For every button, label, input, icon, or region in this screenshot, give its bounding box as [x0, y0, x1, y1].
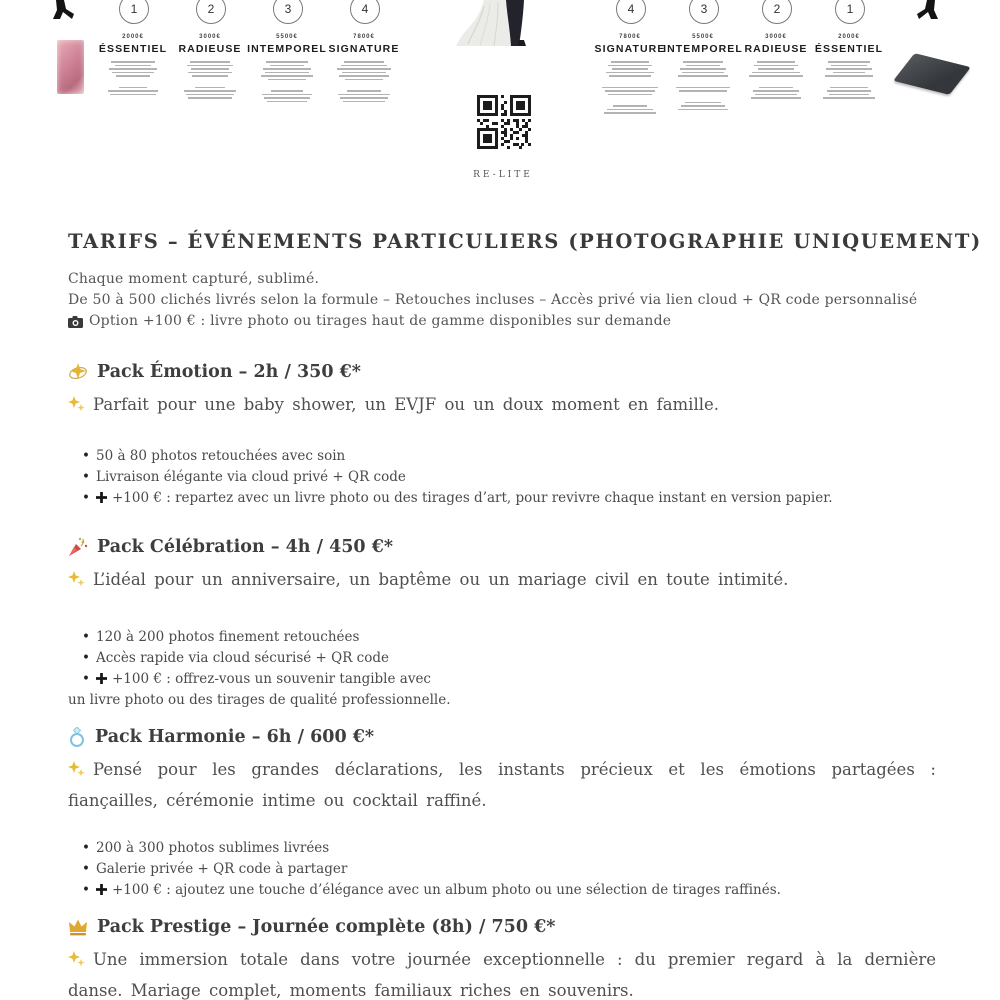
step-circle — [689, 0, 719, 24]
pack-title: Pack Prestige – Journée complète (8h) / 750 €* — [97, 917, 556, 937]
pack-celebration-description — [68, 564, 936, 595]
ring-icon — [68, 727, 86, 747]
page-title: TARIFS – ÉVÉNEMENTS PARTICULIERS (PHOTOGRAPHIE UNIQUEMENT) — [68, 230, 982, 253]
photo-album-tablet — [893, 53, 971, 95]
qr-code — [477, 95, 531, 149]
package-price: 7800€ — [353, 34, 375, 40]
package-name: SIGNATURE — [328, 43, 400, 55]
package-name: RADIEUSE — [178, 43, 242, 55]
step-number: 2 — [773, 2, 781, 16]
pack-description: L’idéal pour un anniversaire, un baptême ou un mariage civil en toute intimité. — [93, 570, 789, 589]
bullet-item — [68, 446, 936, 467]
bullet-text: Livraison élégante via cloud privé + QR code — [96, 469, 406, 485]
crown-icon — [68, 918, 88, 936]
bullet-dot: • — [82, 650, 90, 666]
pack-emotion-title-row — [68, 362, 936, 382]
wedding-packages-banner — [0, 0, 1000, 210]
bullet-text: 50 à 80 photos retouchées avec soin — [96, 448, 346, 464]
bullet-item — [68, 838, 936, 859]
option-line: Option +100 € : livre photo ou tirages haut de gamme disponibles sur demande — [89, 313, 672, 329]
bullet-item — [68, 669, 936, 690]
step-number: 3 — [700, 2, 708, 16]
package-name: SIGNATURE — [594, 43, 666, 55]
step-circle — [762, 0, 792, 24]
pack-celebration-bullets — [68, 627, 936, 711]
plus-icon — [96, 492, 107, 503]
pack-description: Parfait pour une baby shower, un EVJF ou un doux moment en famille. — [93, 395, 720, 414]
pack-harmonie-bullets — [68, 838, 936, 901]
package-price: 5500€ — [692, 34, 714, 40]
step-number: 4 — [361, 2, 369, 16]
walking-person-icon — [912, 0, 942, 20]
step-circle — [119, 0, 149, 24]
tarifs-section — [68, 230, 982, 1000]
pack-description: Pensé pour les grandes déclarations, les instants précieux et les émotions partagées : fiançailles, cérémonie intime ou cocktail raffiné. — [68, 760, 936, 810]
bullet-item — [68, 880, 936, 901]
plus-icon — [96, 884, 107, 895]
package-price: 3000€ — [765, 34, 787, 40]
bullet-dot: • — [82, 490, 90, 506]
dizzy-star-icon — [68, 362, 88, 382]
bullet-dot: • — [82, 840, 90, 856]
bullet-item — [68, 627, 936, 648]
bullet-text: +100 € : offrez-vous un souvenir tangible avec — [112, 671, 431, 687]
package-name: INTEMPOREL — [663, 43, 743, 55]
pack-title: Pack Célébration – 4h / 450 €* — [97, 537, 394, 557]
pack-emotion-bullets — [68, 446, 936, 509]
bullet-item — [68, 467, 936, 488]
step-circle — [835, 0, 865, 24]
bullet-item — [68, 648, 936, 669]
step-circle — [616, 0, 646, 24]
bullet-item — [68, 859, 936, 880]
romantic-photo-thumbnail — [57, 40, 84, 94]
step-circle — [273, 0, 303, 24]
bullet-text: +100 € : ajoutez une touche d’élégance avec un album photo ou une sélection de tirages raffinés. — [112, 882, 781, 898]
bullet-dot: • — [82, 469, 90, 485]
bullet-text: +100 € : repartez avec un livre photo ou des tirages d’art, pour revivre chaque instant en version papier. — [112, 490, 833, 506]
pack-harmonie-description — [68, 754, 936, 816]
bullet-text: 120 à 200 photos finement retouchées — [96, 629, 360, 645]
tagline: Chaque moment capturé, sublimé. — [68, 271, 320, 287]
step-number: 2 — [207, 2, 215, 16]
bullet-dot: • — [82, 882, 90, 898]
brand-name: RE-LITE — [473, 170, 533, 180]
package-name: ÉSSENTIEL — [814, 43, 884, 55]
step-number: 1 — [846, 2, 854, 16]
package-price: 2000€ — [838, 34, 860, 40]
pack-celebration-title-row — [68, 537, 936, 557]
bullet-text: Accès rapide via cloud sécurisé + QR code — [96, 650, 389, 666]
bullet-dot: • — [82, 448, 90, 464]
sparkles-icon — [68, 571, 85, 588]
sparkles-icon — [68, 951, 85, 968]
bullet-text: Galerie privée + QR code à partager — [96, 861, 348, 877]
pack-title: Pack Harmonie – 6h / 600 €* — [95, 727, 375, 747]
step-circle — [350, 0, 380, 24]
package-name: ÉSSENTIEL — [98, 43, 168, 55]
sparkles-icon — [68, 761, 85, 778]
delivery-line: De 50 à 500 clichés livrés selon la formule – Retouches incluses – Accès privé via lien cloud + QR code personnalisé — [68, 292, 918, 308]
package-price: 2000€ — [122, 34, 144, 40]
bullet-item — [68, 488, 936, 509]
package-price: 7800€ — [619, 34, 641, 40]
pack-harmonie-title-row — [68, 727, 936, 747]
pack-emotion-description — [68, 389, 936, 420]
bullet-continuation: un livre photo ou des tirages de qualité professionnelle. — [68, 692, 451, 708]
package-column-signature — [319, 34, 409, 104]
party-popper-icon — [68, 537, 88, 557]
bullet-dot: • — [82, 861, 90, 877]
package-details-placeholder — [804, 61, 894, 99]
package-price: 5500€ — [276, 34, 298, 40]
step-number: 3 — [284, 2, 292, 16]
intro-paragraph — [68, 269, 936, 332]
step-number: 1 — [130, 2, 138, 16]
wedding-couple-image — [448, 0, 554, 46]
package-price: 3000€ — [199, 34, 221, 40]
pack-title: Pack Émotion – 2h / 350 €* — [97, 362, 361, 382]
pack-prestige-title-row — [68, 917, 936, 937]
pack-description: Une immersion totale dans votre journée exceptionnelle : du premier regard à la dernière danse. Mariage complet, moments familiaux riches en souvenirs. — [68, 950, 936, 1000]
package-name: RADIEUSE — [744, 43, 808, 55]
bullet-dot: • — [82, 671, 90, 687]
plus-icon — [96, 673, 107, 684]
step-number: 4 — [627, 2, 635, 16]
package-column-essentiel — [804, 34, 894, 101]
bullet-text: 200 à 300 photos sublimes livrées — [96, 840, 330, 856]
camera-icon — [68, 316, 83, 328]
sparkles-icon — [68, 396, 85, 413]
package-details-placeholder — [319, 61, 409, 102]
bullet-dot: • — [82, 629, 90, 645]
package-name: INTEMPOREL — [247, 43, 327, 55]
pack-prestige-description — [68, 944, 936, 1000]
step-circle — [196, 0, 226, 24]
walking-person-icon — [50, 0, 78, 20]
